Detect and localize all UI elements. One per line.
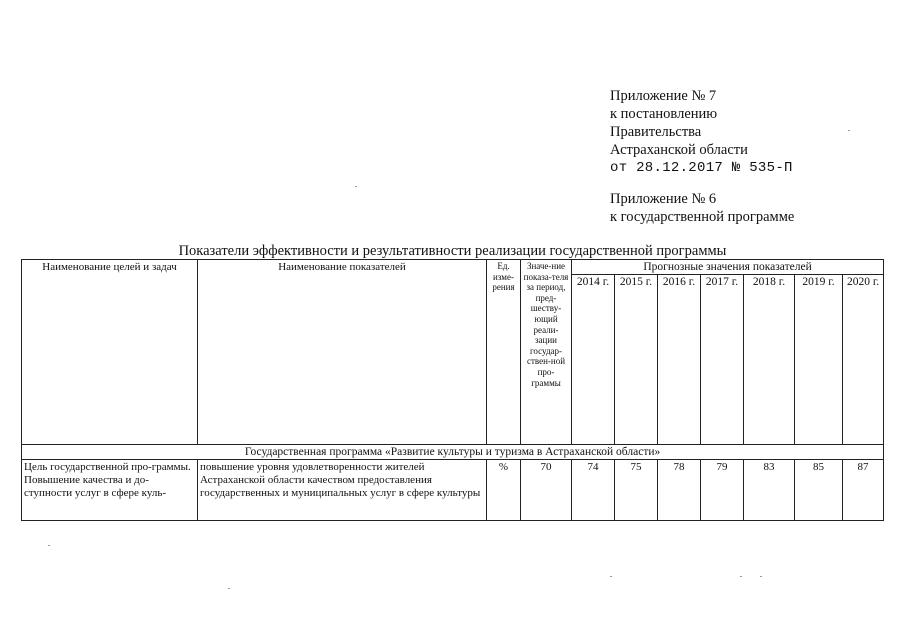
- header-year: 2018 г.: [744, 275, 795, 445]
- appendix-6-title: Приложение № 6: [610, 191, 717, 207]
- scan-speck: [228, 588, 230, 589]
- header-goals: Наименование целей и задач: [22, 260, 198, 445]
- header-year: 2016 г.: [658, 275, 701, 445]
- header-year: 2020 г.: [843, 275, 884, 445]
- scan-speck: [610, 576, 612, 577]
- header-row-1: [22, 260, 884, 275]
- indicators-table: [21, 259, 884, 521]
- header-unit: Ед. изме-рения: [487, 260, 521, 445]
- value-2017: 79: [701, 460, 744, 521]
- table-row: [22, 460, 884, 521]
- header-prior-value: Значе-ние показа-теля за период, пред-шеству-ющий реали-зации государ-ствен-ной про-граммы: [521, 260, 572, 445]
- header-year: 2015 г.: [615, 275, 658, 445]
- header-year: 2014 г.: [572, 275, 615, 445]
- indicator-cell: повышение уровня удовлетворенности жителей Астраханской области качеством предоставления государственных и муниципальных услуг в сфере культуры: [198, 460, 487, 521]
- scan-speck: [740, 576, 742, 577]
- program-row: [22, 445, 884, 460]
- appendix-7-block: [610, 87, 793, 177]
- prior-value-cell: 70: [521, 460, 572, 521]
- scan-speck: [355, 186, 357, 187]
- header-year: 2019 г.: [795, 275, 843, 445]
- value-2018: 83: [744, 460, 795, 521]
- appendix-7-government: Правительства: [610, 124, 702, 140]
- header-indicators: Наименование показателей: [198, 260, 487, 445]
- scan-speck: [760, 576, 762, 577]
- goal-cell: Цель государственной про-граммы. Повышение качества и до-ступности услуг в сфере куль-: [22, 460, 198, 521]
- value-2016: 78: [658, 460, 701, 521]
- value-2014: 74: [572, 460, 615, 521]
- value-2020: 87: [843, 460, 884, 521]
- value-2015: 75: [615, 460, 658, 521]
- appendix-7-title: Приложение № 7: [610, 88, 717, 104]
- appendix-6-block: [610, 190, 794, 226]
- header-year: 2017 г.: [701, 275, 744, 445]
- appendix-6-to-program: к государственной программе: [610, 209, 795, 225]
- unit-cell: %: [487, 460, 521, 521]
- scan-speck: [848, 130, 850, 131]
- appendix-7-to-resolution: к постановлению: [610, 106, 718, 122]
- document-title: Показатели эффективности и результативности реализации государственной программы: [178, 243, 727, 259]
- scan-speck: [48, 545, 50, 546]
- header-forecast: Прогнозные значения показателей: [572, 260, 884, 275]
- value-2019: 85: [795, 460, 843, 521]
- appendix-7-date-number: от 28.12.2017 № 535-П: [610, 160, 793, 176]
- program-name: Государственная программа «Развитие культуры и туризма в Астраханской области»: [22, 445, 884, 460]
- appendix-7-region: Астраханской области: [610, 142, 748, 158]
